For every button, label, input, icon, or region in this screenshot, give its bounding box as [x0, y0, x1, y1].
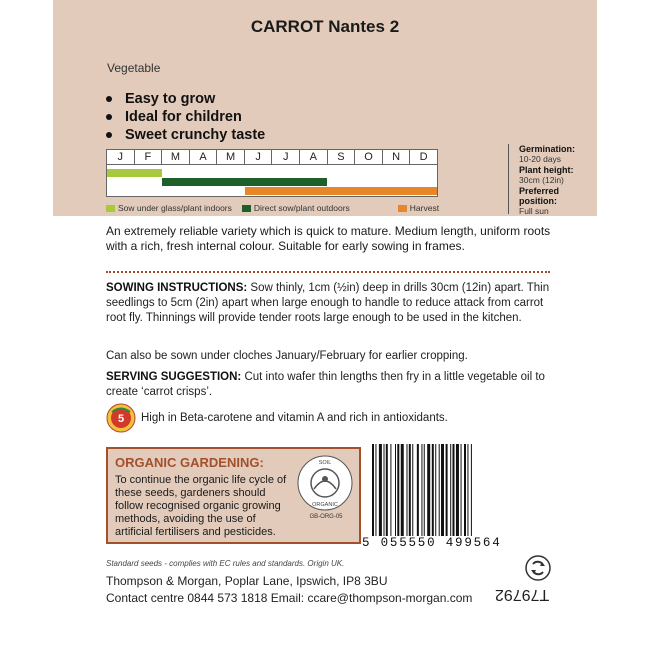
- svg-text:SOIL: SOIL: [318, 460, 332, 466]
- recycle-icon: [525, 555, 551, 581]
- sowing-instructions: [106, 281, 552, 326]
- bullet-icon: [106, 114, 112, 120]
- product-title: CARROT Nantes 2: [250, 17, 400, 36]
- svg-text:ORGANIC: ORGANIC: [312, 502, 338, 508]
- position-label: Preferred position:: [519, 186, 560, 206]
- legend-item: [106, 203, 232, 213]
- sowing-label: SOWING INSTRUCTIONS:: [106, 282, 248, 294]
- calendar-month: A: [190, 150, 218, 164]
- nutrition-note: High in Beta-carotene and vitamin A and rich in antioxidants.: [141, 412, 448, 424]
- calendar-bar-harvest: [245, 187, 438, 195]
- germination-value: 10-20 days: [519, 154, 562, 164]
- feature-item: Easy to grow: [105, 90, 265, 108]
- height-value: 30cm (12in): [519, 175, 564, 185]
- calendar-month: J: [107, 150, 135, 164]
- legend-item: [242, 203, 350, 213]
- svg-text:5: 5: [117, 413, 125, 425]
- product-category: Vegetable: [107, 61, 161, 75]
- sowing-calendar: [106, 149, 438, 197]
- legend-label: Direct sow/plant outdoors: [253, 203, 350, 213]
- company-info: [106, 573, 472, 607]
- calendar-bar-direct-sow: [162, 178, 327, 186]
- serving-text: Cut into wafer thin lengths then fry in a little vegetable oil to create ‘carrot crisps’.: [106, 371, 545, 398]
- five-a-day-icon: [106, 403, 136, 433]
- company-contact: Contact centre 0844 573 1818 Email: ccare@thompson-morgan.com: [106, 591, 473, 605]
- feature-item: Ideal for children: [105, 108, 265, 126]
- description: An extremely reliable variety which is quick to mature. Medium length, uniform roots with a rich, fresh internal colour. Suitable for early sowing in frames.: [106, 224, 551, 253]
- calendar-month: N: [383, 150, 411, 164]
- serving-suggestion: [106, 370, 552, 400]
- legend-swatch: [398, 205, 407, 212]
- calendar-month: F: [135, 150, 163, 164]
- bullet-icon: [106, 132, 112, 138]
- calendar-month: A: [300, 150, 328, 164]
- divider: [106, 271, 550, 273]
- calendar-month: M: [162, 150, 190, 164]
- organic-text: To continue the organic life cycle of these seeds, gardeners should follow recognised organic growing methods, avoiding the use of artificial fertilisers and pesticides.: [115, 474, 287, 538]
- calendar-month: J: [245, 150, 273, 164]
- legend-swatch: [106, 205, 115, 212]
- calendar-legend: [106, 203, 443, 213]
- calendar-month: S: [328, 150, 356, 164]
- barcode-icon: [372, 444, 516, 536]
- legend-label: Harvest: [409, 203, 440, 213]
- legend-swatch: [242, 205, 251, 212]
- serving-label: SERVING SUGGESTION:: [106, 371, 242, 383]
- calendar-month: O: [355, 150, 383, 164]
- legend-item: [398, 203, 439, 213]
- calendar-month: M: [217, 150, 245, 164]
- month-row: [107, 150, 437, 165]
- standard-note: Standard seeds - complies with EC rules and standards. Origin UK.: [106, 559, 345, 568]
- sowing-text: Sow thinly, 1cm (½in) deep in drills 30cm (12in) apart. Thin seedlings to 5cm (2in) apart when large enough to handle to reduce attack from carrot root fly. Thinnings will provide tender roots large enough to be used in the kitchen.: [106, 282, 550, 324]
- company-address: Thompson & Morgan, Poplar Lane, Ipswich, IP8 3BU: [106, 574, 388, 588]
- feature-item: Sweet crunchy taste: [105, 126, 265, 144]
- calendar-bar-sow-indoors: [107, 169, 162, 177]
- height-label: Plant height:: [519, 165, 574, 175]
- bullet-icon: [106, 96, 112, 102]
- germination-label: Germination:: [519, 144, 576, 154]
- legend-label: Sow under glass/plant indoors: [118, 203, 232, 213]
- calendar-month: J: [272, 150, 300, 164]
- soil-association-logo-icon: [297, 455, 353, 511]
- cloche-note: Can also be sown under cloches January/February for earlier cropping.: [106, 350, 468, 362]
- barcode-number: 5 055550 499564: [362, 536, 502, 550]
- lot-code: T79792: [495, 586, 550, 603]
- calendar-month: D: [419, 151, 428, 163]
- organic-code: GB-ORG-05: [309, 514, 343, 520]
- organic-gardening-box: [106, 447, 361, 544]
- position-value: Full sun: [519, 206, 549, 216]
- organic-title: ORGANIC GARDENING:: [115, 455, 264, 470]
- feature-list: [105, 90, 265, 144]
- growing-info: [508, 144, 594, 214]
